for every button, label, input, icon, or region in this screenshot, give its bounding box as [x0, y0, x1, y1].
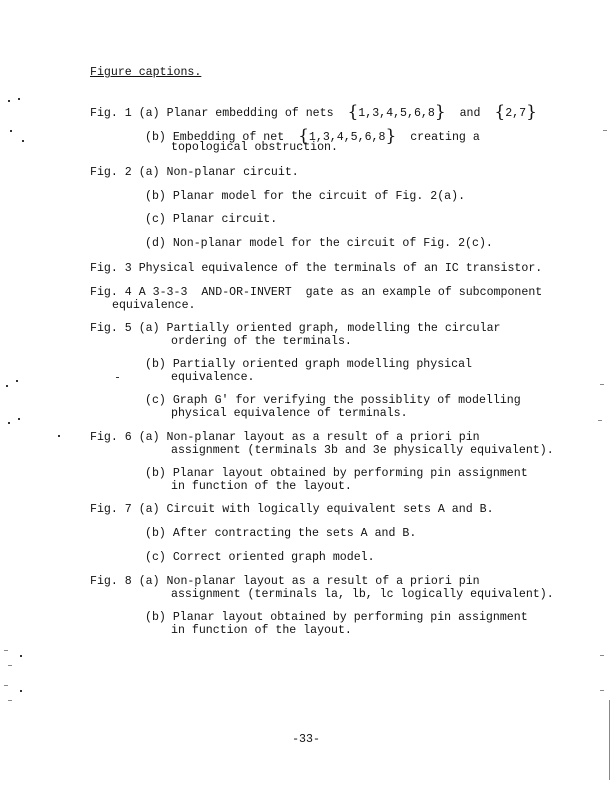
fig4-caption: Fig. 4 A 3-3-3 AND-OR-INVERT gate as an example of subcomponent — [90, 286, 543, 299]
fig6-caption-b-cont: in function of the layout. — [171, 480, 352, 493]
fig1-b-tail: creating a — [410, 131, 480, 144]
fig1-caption-a: Fig. 1 (a) Planar embedding of nets {1,3,4,5,6,8} and {2,7} — [90, 102, 537, 122]
scan-speck — [16, 380, 18, 382]
fig1-and: and — [459, 107, 481, 120]
fig3-caption: Fig. 3 Physical equivalence of the terminals of an IC transistor. — [90, 262, 543, 275]
fig5-caption-a-cont: ordering of the terminals. — [171, 335, 352, 348]
fig2-caption-a — [90, 166, 299, 180]
figure-captions-heading: Figure captions. — [90, 66, 202, 79]
fig2-caption-c: (c) Planar circuit. — [145, 213, 278, 226]
fig7-caption-b: (b) After contracting the sets A and B. — [145, 527, 417, 540]
margin-tick — [600, 690, 604, 691]
fig5-caption-b-cont: equivalence. — [171, 371, 255, 384]
fig6-caption-a: Fig. 6 (a) Non-planar layout as a result of a priori pin — [90, 431, 480, 444]
fig1-label: Fig. 1 — [90, 107, 132, 120]
scan-speck — [18, 98, 20, 100]
scan-edge-line — [609, 700, 610, 780]
fig1-net-set-1: 1,3,4,5,6,8 — [358, 107, 435, 120]
scan-speck — [22, 140, 24, 142]
fig6-caption-a-cont: assignment (terminals 3b and 3e physically equivalent). — [171, 444, 554, 457]
fig2-label: Fig. 2 — [90, 166, 132, 179]
fig5-caption-c-cont: physical equivalence of terminals. — [171, 407, 408, 420]
fig8-caption-b: (b) Planar layout obtained by performing pin assignment — [145, 611, 528, 624]
margin-tick — [600, 384, 604, 385]
fig6-caption-b: (b) Planar layout obtained by performing pin assignment — [145, 467, 528, 480]
fig5-caption-b: (b) Partially oriented graph modelling physical — [145, 358, 472, 371]
fig7-caption-a: Fig. 7 (a) Circuit with logically equivalent sets A and B. — [90, 503, 494, 516]
margin-tick — [8, 665, 12, 666]
margin-tick — [600, 655, 604, 656]
fig8-caption-b-cont: in function of the layout. — [171, 624, 352, 637]
scan-speck — [18, 418, 20, 420]
fig1-b-net-set: 1,3,4,5,6,8 — [308, 131, 386, 144]
fig5-caption-a: Fig. 5 (a) Partially oriented graph, modelling the circular — [90, 322, 501, 335]
fig1-b-text: Embedding of net — [172, 131, 285, 144]
margin-tick — [4, 685, 8, 686]
fig8-caption-a: Fig. 8 (a) Non-planar layout as a result of a priori pin — [90, 575, 480, 588]
fig1-a-letter: (a) — [138, 107, 160, 120]
scan-speck — [20, 655, 22, 657]
fig1-caption-b: (b) Embedding of net {1,3,4,5,6,8} creating a — [145, 126, 480, 146]
fig2-caption-b: (b) Planar model for the circuit of Fig. 2(a). — [145, 190, 466, 203]
scan-speck — [10, 130, 12, 132]
fig4-caption-cont: equivalence. — [112, 299, 196, 312]
fig1-net-set-2: 2,7 — [505, 107, 527, 120]
scan-speck — [8, 422, 10, 424]
scan-speck — [58, 435, 60, 437]
margin-tick — [598, 420, 602, 421]
scan-speck — [8, 100, 10, 102]
margin-tick — [8, 700, 12, 701]
fig1-a-text: Planar embedding of nets — [166, 107, 334, 120]
fig8-caption-a-cont: assignment (terminals la, lb, lc logically equivalent). — [171, 588, 554, 601]
margin-tick — [4, 650, 8, 651]
fig1-b-letter: (b) — [145, 131, 166, 144]
fig2-a-text: (a) Non-planar circuit. — [138, 166, 299, 179]
scan-speck — [6, 385, 8, 387]
scan-speck — [20, 690, 22, 692]
fig1-caption-b-cont: topological obstruction. — [171, 141, 338, 154]
fig5-caption-c: (c) Graph G' for verifying the possiblity of modelling — [145, 394, 521, 407]
fig2-caption-d: (d) Non-planar model for the circuit of Fig. 2(c). — [145, 237, 493, 250]
fig7-caption-c: (c) Correct oriented graph model. — [145, 551, 375, 564]
margin-tick — [603, 130, 607, 131]
page-number: -33- — [292, 733, 320, 746]
scan-speck — [116, 377, 119, 378]
